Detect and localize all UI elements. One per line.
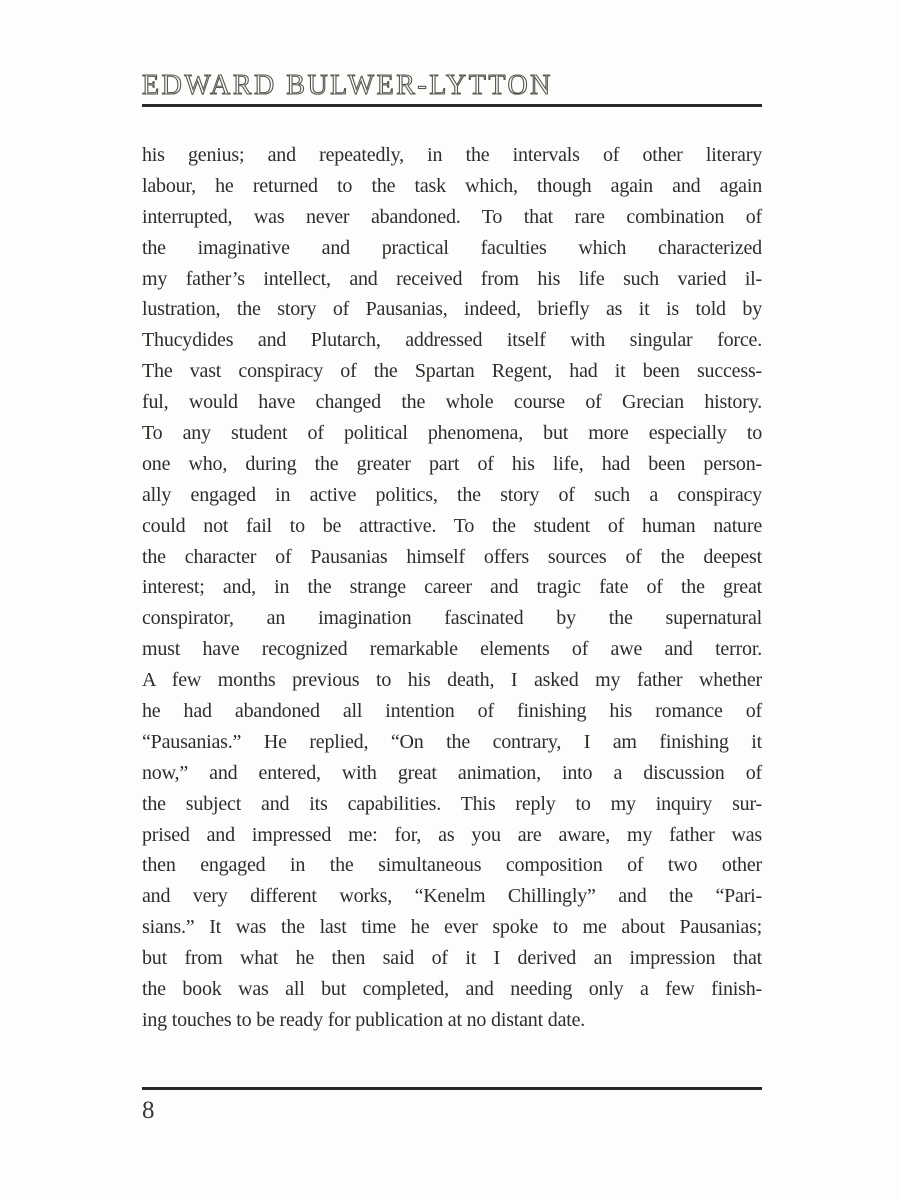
- text-line: must have recognized remarkable elements of awe and terror.: [142, 638, 762, 661]
- text-line: the book was all but completed, and needing only a few finish-: [142, 978, 762, 1001]
- text-line: ing touches to be ready for publication at no distant date.: [142, 1008, 586, 1031]
- text-line: my father’s intellect, and received from his life such varied il-: [142, 267, 762, 290]
- text-line: labour, he returned to the task which, though again and again: [142, 174, 762, 197]
- text-line: now,” and entered, with great animation, into a discussion of: [142, 761, 762, 784]
- page-number: 8: [142, 1097, 155, 1124]
- text-line: “Pausanias.” He replied, “On the contrary, I am finishing it: [142, 730, 762, 753]
- text-line: sians.” It was the last time he ever spoke to me about Pausanias;: [142, 916, 762, 939]
- text-line: A few months previous to his death, I asked my father whether: [142, 669, 762, 692]
- text-line: and very different works, “Kenelm Chillingly” and the “Pari-: [142, 885, 762, 908]
- text-line: then engaged in the simultaneous composition of two other: [142, 854, 762, 877]
- text-line: prised and impressed me: for, as you are aware, my father was: [142, 823, 762, 846]
- text-line: lustration, the story of Pausanias, indeed, briefly as it is told by: [142, 298, 762, 321]
- footer-rule: [142, 1087, 762, 1090]
- text-line: ally engaged in active politics, the story of such a conspiracy: [142, 483, 762, 506]
- text-line: the subject and its capabilities. This reply to my inquiry sur-: [142, 792, 762, 815]
- text-line: could not fail to be attractive. To the student of human nature: [142, 514, 762, 537]
- text-line: interrupted, was never abandoned. To that rare combination of: [142, 205, 762, 228]
- header-rule: [142, 104, 762, 107]
- text-line: the character of Pausanias himself offers sources of the deepest: [142, 545, 762, 568]
- text-line: Thucydides and Plutarch, addressed itself with singular force.: [142, 329, 762, 352]
- text-line: the imaginative and practical faculties which characterized: [142, 236, 762, 259]
- text-line: but from what he then said of it I derived an impression that: [142, 947, 762, 970]
- text-line: ful, would have changed the whole course of Grecian history.: [142, 391, 762, 414]
- running-header-author: EDWARD BULWER-LYTTON: [142, 70, 553, 101]
- text-line: To any student of political phenomena, but more especially to: [142, 422, 762, 445]
- text-line: his genius; and repeatedly, in the intervals of other literary: [142, 144, 762, 166]
- text-line: conspirator, an imagination fascinated by the supernatural: [142, 607, 762, 630]
- page-paragraph: [142, 140, 762, 1036]
- text-line: he had abandoned all intention of finishing his romance of: [142, 700, 762, 723]
- text-line: one who, during the greater part of his life, had been person-: [142, 452, 762, 475]
- text-line: The vast conspiracy of the Spartan Regent, had it been success-: [142, 360, 762, 383]
- text-line: interest; and, in the strange career and tragic fate of the great: [142, 576, 762, 599]
